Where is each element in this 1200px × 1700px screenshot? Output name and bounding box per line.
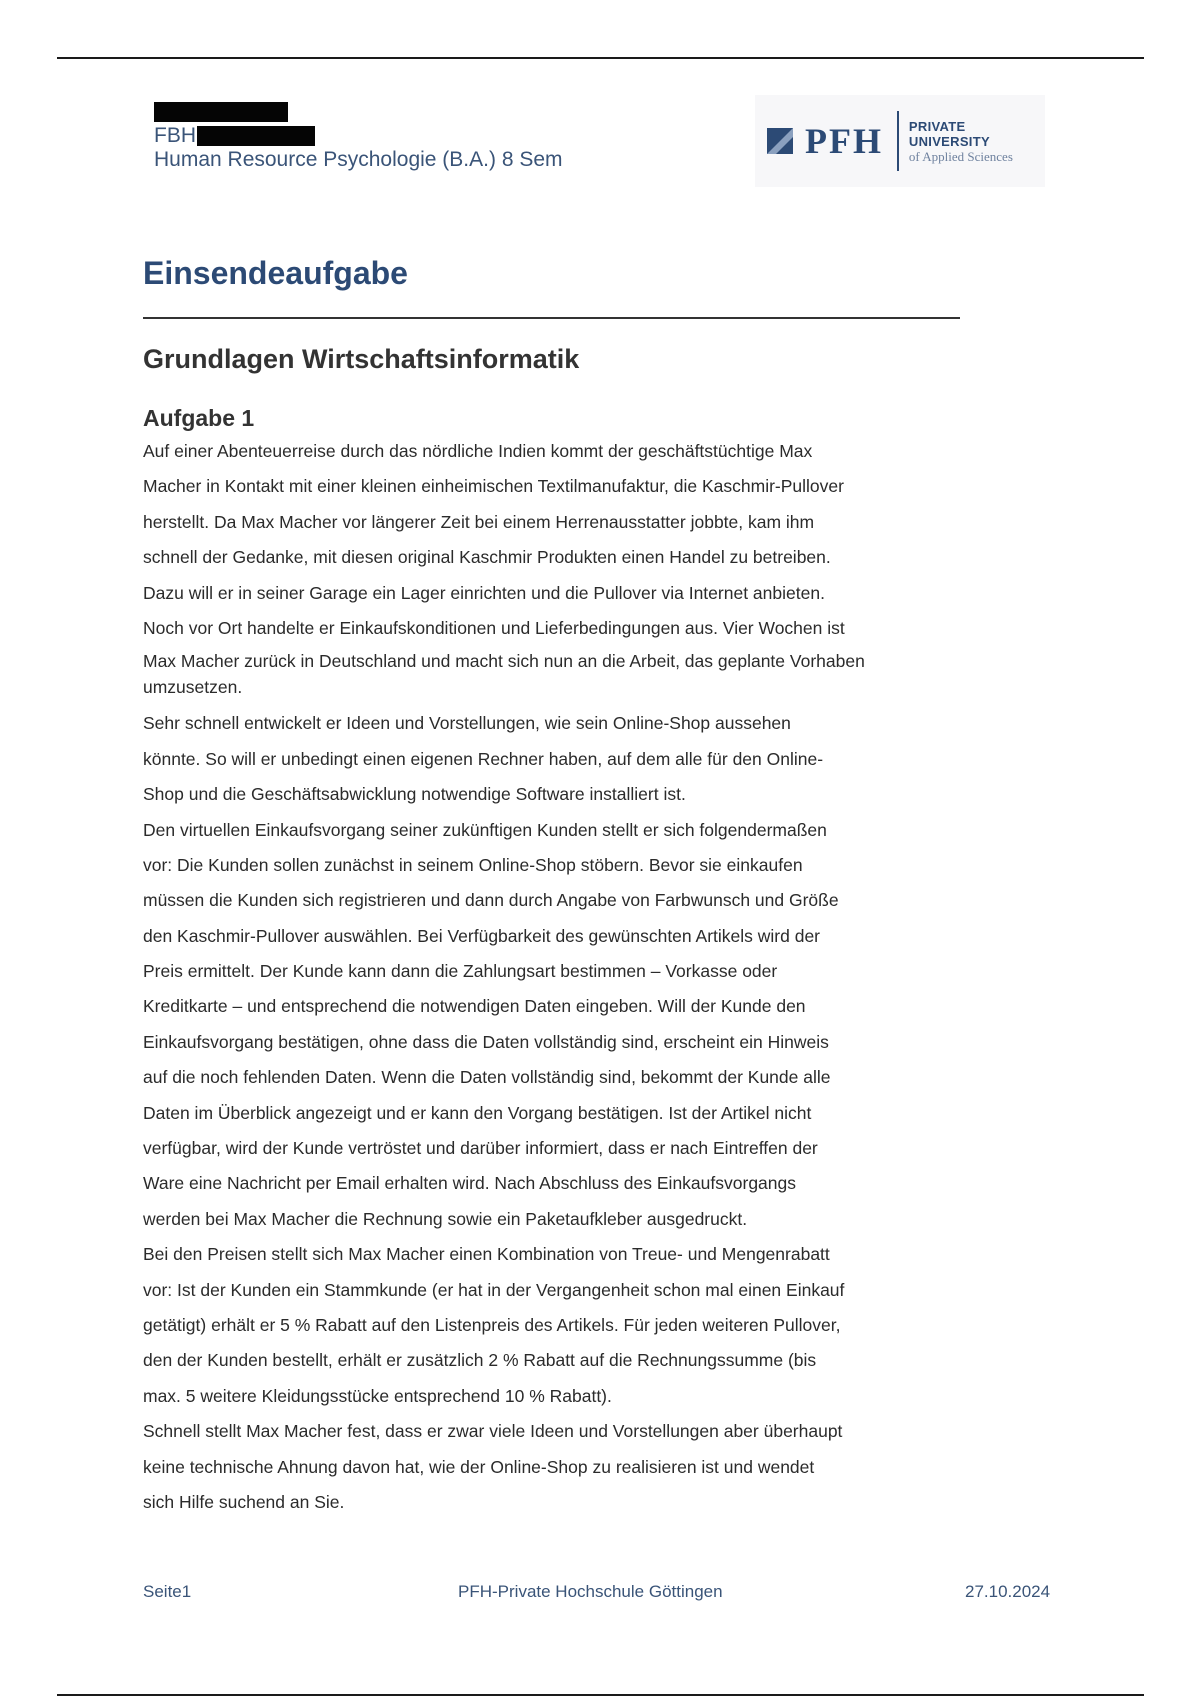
text-line: umzusetzen. [143, 677, 243, 698]
text-line: Schnell stellt Max Macher fest, dass er zwar viele Ideen und Vorstellungen aber überhaupt [143, 1421, 843, 1442]
text-line: Ware eine Nachricht per Email erhalten wird. Nach Abschluss des Einkaufsvorgangs [143, 1173, 796, 1194]
document-title: Einsendeaufgabe [143, 255, 408, 291]
logo-subtitle-line2: of Applied Sciences [908, 148, 1013, 164]
text-line: Macher in Kontakt mit einer kleinen einheimischen Textilmanufaktur, die Kaschmir-Pullover [143, 476, 844, 497]
text-line: Bei den Preisen stellt sich Max Macher einen Kombination von Treue- und Mengenrabatt [143, 1244, 830, 1265]
institution-prefix: FBH [154, 124, 196, 147]
logo-mark-icon [767, 128, 793, 154]
text-line: Shop und die Geschäftsabwicklung notwendige Software installiert ist. [143, 784, 686, 805]
program-name: Human Resource Psychologie (B.A.) 8 Sem [154, 148, 563, 171]
text-line: verfügbar, wird der Kunde vertröstet und darüber informiert, dass er nach Eintreffen der [143, 1138, 818, 1159]
body-text [143, 434, 1003, 1520]
paragraph [143, 706, 1003, 812]
footer-institution: PFH-Private Hochschule Göttingen [458, 1582, 723, 1601]
text-line: Noch vor Ort handelte er Einkaufskonditionen und Lieferbedingungen aus. Vier Wochen ist [143, 617, 845, 638]
text-line: Einkaufsvorgang bestätigen, ohne dass die Daten vollständig sind, erscheint ein Hinweis [143, 1031, 829, 1052]
paragraph [143, 813, 1003, 1238]
text-line: vor: Ist der Kunden ein Stammkunde (er hat in der Vergangenheit schon mal einen Einkauf [143, 1279, 845, 1300]
text-line: getätigt) erhält er 5 % Rabatt auf den Listenpreis des Artikels. Für jeden weiteren Pullover, [143, 1314, 841, 1335]
text-line: Auf einer Abenteuerreise durch das nördliche Indien kommt der geschäftstüchtige Max [143, 441, 813, 461]
pfh-logo [755, 95, 1045, 187]
text-line: max. 5 weitere Kleidungsstücke entsprechend 10 % Rabatt). [143, 1385, 612, 1406]
top-rule [57, 57, 1144, 59]
logo-subtitle-line1: PRIVATE UNIVERSITY [908, 118, 990, 149]
text-line: Kreditkarte – und entsprechend die notwendigen Daten eingeben. Will der Kunde den [143, 996, 806, 1017]
logo-subtitle [909, 119, 1045, 164]
footer-page-number: Seite1 [143, 1582, 192, 1601]
logo-name: PFH [805, 121, 883, 161]
text-line: Dazu will er in seiner Garage ein Lager einrichten und die Pullover via Internet anbieten. [143, 582, 825, 603]
text-line: sich Hilfe suchend an Sie. [143, 1491, 345, 1512]
author-name-line [154, 100, 563, 124]
task-heading: Aufgabe 1 [143, 405, 255, 431]
paragraph [143, 434, 1003, 706]
text-line: keine technische Ahnung davon hat, wie der Online-Shop zu realisieren ist und wendet [143, 1456, 815, 1477]
institution-line [154, 124, 563, 148]
text-line: den Kaschmir-Pullover auswählen. Bei Verfügbarkeit des gewünschten Artikels wird der [143, 925, 821, 946]
text-line: Preis ermittelt. Der Kunde kann dann die Zahlungsart bestimmen – Vorkasse oder [143, 961, 778, 982]
text-line: herstellt. Da Max Macher vor längerer Zeit bei einem Herrenausstatter jobbte, kam ihm [143, 511, 815, 532]
redacted-name [154, 102, 288, 122]
bottom-rule [57, 1694, 1144, 1696]
logo-divider [897, 111, 899, 171]
text-line: auf die noch fehlenden Daten. Wenn die Daten vollständig sind, bekommt der Kunde alle [143, 1067, 831, 1088]
text-line: könnte. So will er unbedingt einen eigenen Rechner haben, auf dem alle für den Online- [143, 748, 824, 769]
text-line: Sehr schnell entwickelt er Ideen und Vorstellungen, wie sein Online-Shop aussehen [143, 713, 791, 734]
footer-date: 27.10.2024 [965, 1582, 1051, 1601]
text-line: Daten im Überblick angezeigt und er kann den Vorgang bestätigen. Ist der Artikel nicht [143, 1102, 812, 1123]
text-line: werden bei Max Macher die Rechnung sowie ein Paketaufkleber ausgedruckt. [143, 1208, 748, 1229]
subject-heading: Grundlagen Wirtschaftsinformatik [143, 344, 580, 374]
text-line: müssen die Kunden sich registrieren und dann durch Angabe von Farbwunsch und Größe [143, 890, 839, 911]
text-line: Max Macher zurück in Deutschland und macht sich nun an die Arbeit, das geplante Vorhaben [143, 651, 865, 672]
paragraph [143, 1414, 1003, 1520]
title-divider [143, 317, 960, 319]
author-block [154, 100, 563, 172]
paragraph [143, 1237, 1003, 1414]
text-line: schnell der Gedanke, mit diesen original Kaschmir Produkten einen Handel zu betreiben. [143, 547, 831, 568]
text-line: Den virtuellen Einkaufsvorgang seiner zukünftigen Kunden stellt er sich folgendermaßen [143, 819, 827, 840]
text-line: den der Kunden bestellt, erhält er zusätzlich 2 % Rabatt auf die Rechnungssumme (bis [143, 1350, 817, 1371]
redacted-student-id [197, 126, 315, 146]
text-line: vor: Die Kunden sollen zunächst in seinem Online-Shop stöbern. Bevor sie einkaufen [143, 854, 803, 875]
